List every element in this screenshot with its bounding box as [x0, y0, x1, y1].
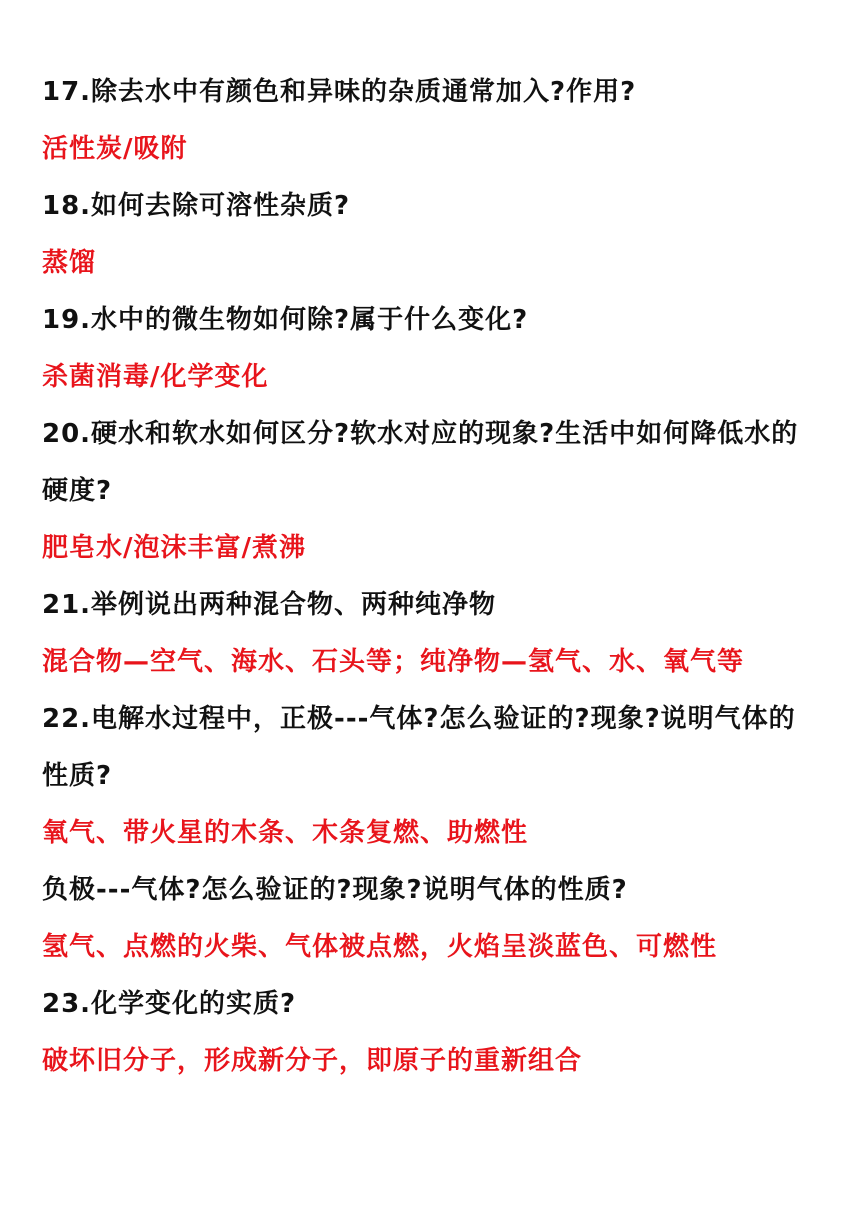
- answer-18: 蒸馏: [42, 248, 97, 278]
- answer-22-positive: 氧气、带火星的木条、木条复燃、助燃性: [42, 818, 529, 848]
- question-18: 18.如何去除可溶性杂质?: [42, 191, 351, 221]
- question-17: 17.除去水中有颜色和异味的杂质通常加入?作用?: [42, 77, 637, 107]
- question-19: 19.水中的微生物如何除?属于什么变化?: [42, 305, 529, 335]
- answer-17: 活性炭/吸附: [42, 134, 188, 164]
- answer-20: 肥皂水/泡沫丰富/煮沸: [42, 533, 306, 563]
- answer-21: 混合物—空气、海水、石头等；纯净物—氢气、水、氧气等: [42, 647, 745, 677]
- question-23: 23.化学变化的实质?: [42, 989, 297, 1019]
- question-22-line-1: 22.电解水过程中，正极---气体?怎么验证的?现象?说明气体的: [42, 704, 796, 734]
- answer-19: 杀菌消毒/化学变化: [42, 362, 269, 392]
- question-20-line-2: 硬度?: [42, 476, 113, 506]
- question-22-negative: 负极---气体?怎么验证的?现象?说明气体的性质?: [42, 875, 628, 905]
- answer-23: 破坏旧分子，形成新分子，即原子的重新组合: [42, 1046, 583, 1076]
- question-22-line-2: 性质?: [42, 761, 113, 791]
- question-21: 21.举例说出两种混合物、两种纯净物: [42, 590, 497, 620]
- question-20-line-1: 20.硬水和软水如何区分?软水对应的现象?生活中如何降低水的: [42, 419, 799, 449]
- answer-22-negative: 氢气、点燃的火柴、气体被点燃，火焰呈淡蓝色、可燃性: [42, 932, 718, 962]
